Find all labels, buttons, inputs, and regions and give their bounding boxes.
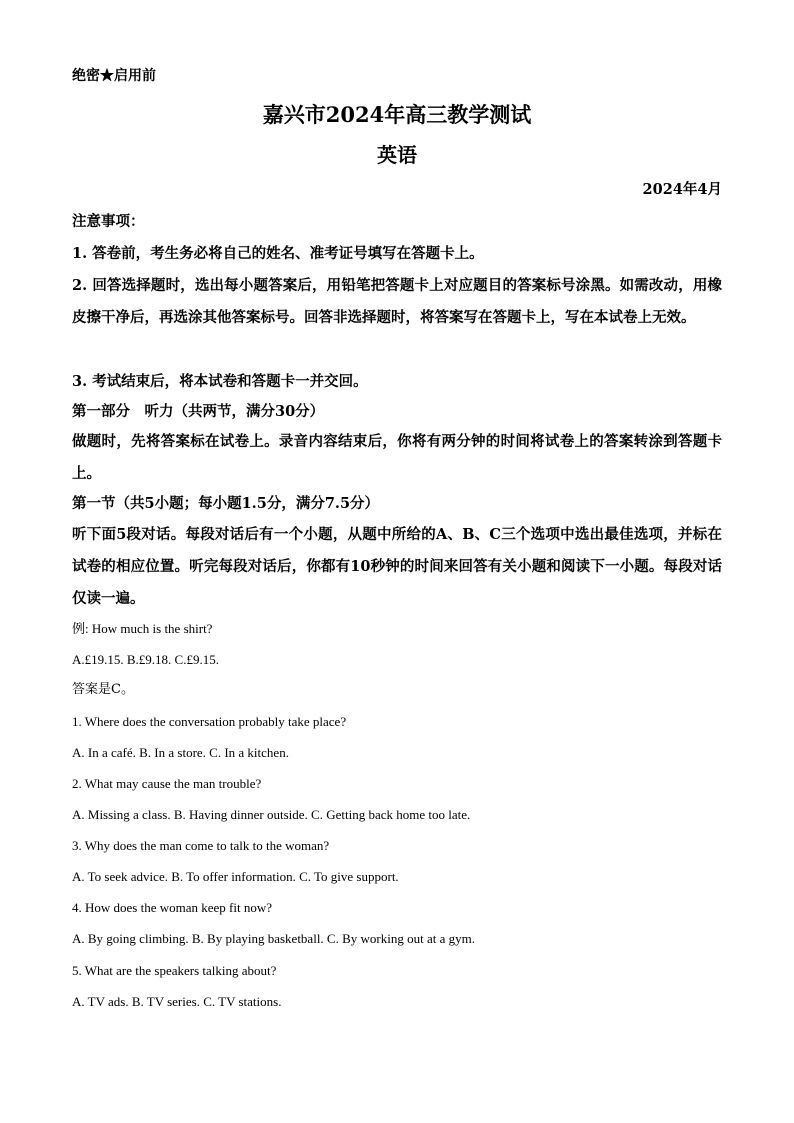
question-text: 2. What may cause the man trouble? xyxy=(72,776,262,791)
part-heading: 第一部分 听力（共两节，满分30分） xyxy=(72,403,325,420)
question-text: 4. How does the woman keep fit now? xyxy=(72,900,273,915)
question-text: 5. What are the speakers talking about? xyxy=(72,963,277,978)
question-text: 3. Why does the man come to talk to the woman? xyxy=(72,838,330,853)
subject-title: 英语 xyxy=(377,143,417,167)
note-item: 2. 回答选择题时，选出每小题答案后，用铅笔把答题卡上对应题目的答案标号涂黑。如需改动，用橡皮擦干净后，再选涂其他答案标号。回答非选择题时，将答案写在答题卡上，写在本试卷上无效。 xyxy=(72,277,722,326)
section-heading: 第一节（共5小题；每小题1.5分，满分7.5分） xyxy=(72,495,380,512)
note-item: 1. 答卷前，考生务必将自己的姓名、准考证号填写在答题卡上。 xyxy=(72,245,484,262)
question-options: A. To seek advice. B. To offer information. C. To give support. xyxy=(72,869,399,884)
confidential-label: 绝密★启用前 xyxy=(72,68,156,84)
question-options: A. In a café. B. In a store. C. In a kitchen. xyxy=(72,745,289,760)
example-question: 例: How much is the shirt? xyxy=(72,621,213,636)
question-options: A. By going climbing. B. By playing basketball. C. By working out at a gym. xyxy=(72,931,475,946)
question-options: A. TV ads. B. TV series. C. TV stations. xyxy=(72,994,282,1009)
example-options: A.£19.15. B.£9.18. C.£9.15. xyxy=(72,652,219,667)
section-instruction: 听下面5段对话。每段对话后有一个小题，从题中所给的A、B、C三个选项中选出最佳选项，并标在试卷的相应位置。听完每段对话后，你都有10秒钟的时间来回答有关小题和阅读下一小题。每段对话仅读一遍。 xyxy=(72,526,722,607)
example-answer: 答案是C。 xyxy=(72,682,134,697)
exam-title: 嘉兴市2024年高三教学测试 xyxy=(262,102,532,127)
exam-date: 2024年4月 xyxy=(642,181,722,198)
question-text: 1. Where does the conversation probably take place? xyxy=(72,714,347,729)
question-options: A. Missing a class. B. Having dinner outside. C. Getting back home too late. xyxy=(72,807,471,822)
notes-heading: 注意事项： xyxy=(72,213,145,230)
note-item: 3. 考试结束后，将本试卷和答题卡一并交回。 xyxy=(72,373,368,390)
part-instruction: 做题时，先将答案标在试卷上。录音内容结束后，你将有两分钟的时间将试卷上的答案转涂到答题卡上。 xyxy=(72,433,722,482)
